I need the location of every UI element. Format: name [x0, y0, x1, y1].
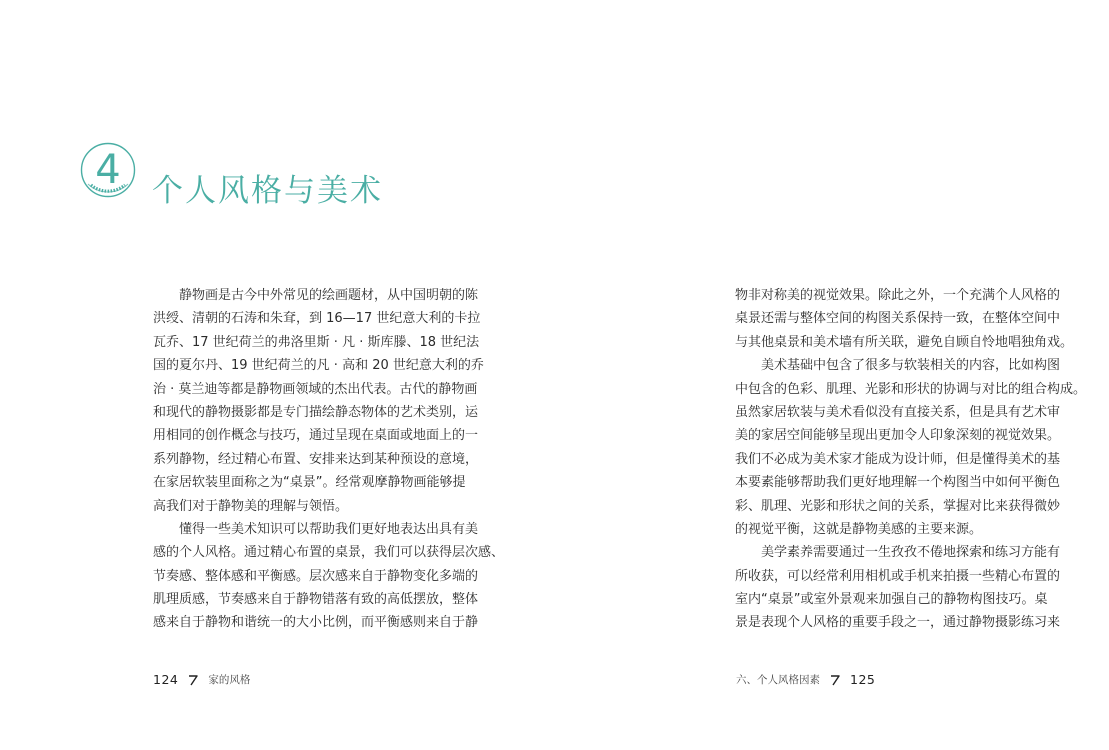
chapter-number: 4 — [95, 147, 121, 193]
text-line: 桌景还需与整体空间的构图关系保持一致，在整体空间中 — [735, 311, 1061, 327]
text-line: 节奏感、整体感和平衡感。层次感来自于静物变化多端的 — [153, 568, 479, 584]
paragraph — [735, 541, 1061, 635]
paragraph — [735, 284, 1074, 354]
text-line: 虽然家居软装与美术看似没有直接关系，但是具有艺术审 — [735, 404, 1061, 420]
text-line: 瓦乔、17 世纪荷兰的弗洛里斯 · 凡 · 斯库滕、18 世纪法 — [153, 334, 480, 350]
text-line: 高我们对于静物美的理解与领悟。 — [153, 498, 349, 514]
text-line: 感来自于静物和谐统一的大小比例，而平衡感则来自于静 — [153, 615, 479, 631]
text-line: 中包含的色彩、肌理、光影和形状的协调与对比的组合构成。 — [735, 381, 1087, 397]
text-line: 懂得一些美术知识可以帮助我们更好地表达出具有美 — [179, 521, 479, 537]
running-head: 家的风格 — [208, 674, 251, 686]
left-page-footer — [153, 672, 250, 687]
text-line: 我们不必成为美术家才能成为设计师，但是懂得美术的基 — [735, 451, 1061, 467]
running-head: 六、个人风格因素 — [736, 674, 820, 686]
page-number: 125 — [850, 672, 876, 687]
text-line: 静物画是古今中外常见的绘画题材，从中国明朝的陈 — [179, 288, 479, 303]
paragraph — [153, 518, 505, 635]
text-line: 在家居软装里面称之为“桌景”。经常观摩静物画能够提 — [153, 475, 466, 491]
text-line: 与其他桌景和美术墙有所关联，避免自顾自怜地唱独角戏。 — [735, 334, 1074, 350]
text-line: 景是表现个人风格的重要手段之一，通过静物摄影练习来 — [735, 615, 1061, 631]
text-line: 国的夏尔丹、19 世纪荷兰的凡 · 高和 20 世纪意大利的乔 — [153, 358, 484, 374]
text-line: 和现代的静物摄影都是专门描绘静态物体的艺术类别，运 — [153, 404, 479, 420]
text-line: 系列静物，经过精心布置、安排来达到某种预设的意境， — [153, 451, 479, 467]
text-line: 本要素能够帮助我们更好地理解一个构图当中如何平衡色 — [735, 475, 1061, 491]
right-page-body — [735, 284, 1087, 635]
right-page-footer — [736, 672, 875, 687]
text-line: 美的家居空间能够呈现出更加令人印象深刻的视觉效果。 — [735, 428, 1061, 444]
text-line: 洪绶、清朝的石涛和朱耷，到 16—17 世纪意大利的卡拉 — [153, 311, 481, 327]
paragraph — [153, 284, 484, 518]
text-line: 所收获，可以经常利用相机或手机来拍摄一些精心布置的 — [735, 568, 1061, 584]
chapter-title: 个人风格与美术 — [152, 173, 383, 209]
text-line: 感的个人风格。通过精心布置的桌景，我们可以获得层次感、 — [153, 545, 505, 561]
text-line: 用相同的创作概念与技巧，通过呈现在桌面或地面上的一 — [153, 428, 479, 444]
footer-divider-mark-icon — [186, 673, 200, 687]
text-line: 肌理质感，节奏感来自于静物错落有致的高低摆放，整体 — [153, 592, 479, 608]
text-line: 的视觉平衡，这就是静物美感的主要来源。 — [735, 521, 983, 537]
text-line: 治 · 莫兰迪等都是静物画领域的杰出代表。古代的静物画 — [153, 381, 478, 397]
page-number: 124 — [153, 672, 179, 687]
paragraph — [735, 354, 1087, 541]
left-page-body — [153, 284, 505, 635]
text-line: 室内“桌景”或室外景观来加强自己的静物构图技巧。桌 — [735, 592, 1048, 608]
text-line: 物非对称美的视觉效果。除此之外，一个充满个人风格的 — [735, 288, 1061, 303]
text-line: 美学素养需要通过一生孜孜不倦地探索和练习方能有 — [761, 545, 1061, 561]
footer-divider-mark-icon — [828, 673, 842, 687]
text-line: 美术基础中包含了很多与软装相关的内容，比如构图 — [761, 358, 1061, 374]
text-line: 彩、肌理、光影和形状之间的关系，掌握对比来获得微妙 — [735, 498, 1061, 514]
